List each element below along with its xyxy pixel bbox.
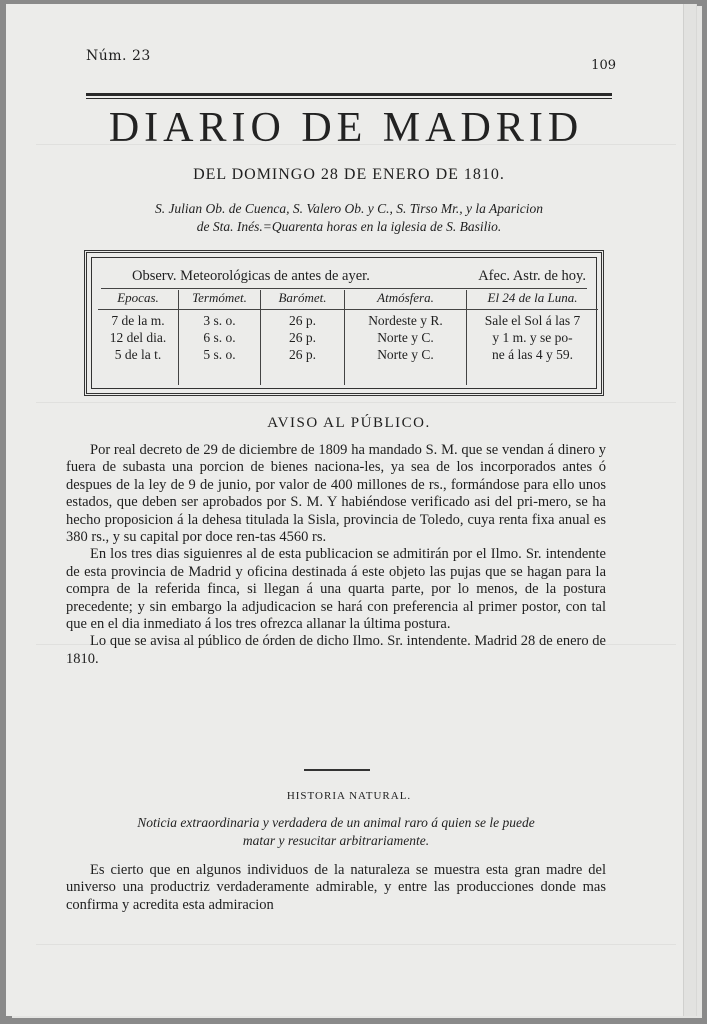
table-cell: 7 de la m. — [111, 313, 165, 328]
column-caption: Barómet. — [261, 290, 344, 310]
weather-columns — [98, 290, 590, 385]
masthead-title: DIARIO DE MADRID — [108, 105, 584, 151]
historia-body — [66, 862, 606, 914]
header-rule — [86, 93, 612, 99]
weather-table — [84, 250, 604, 396]
table-cell: Norte y C. — [377, 330, 434, 345]
table-cell: 12 del dia. — [109, 330, 167, 345]
column-caption: Termómet. — [179, 290, 260, 310]
page-edge — [683, 4, 696, 1016]
table-cell: Nordeste y R. — [368, 313, 443, 328]
table-cell: y 1 m. y se po- — [492, 330, 573, 345]
page-header — [86, 48, 616, 73]
table-cell: 5 de la t. — [114, 347, 162, 362]
aviso-paragraph: Por real decreto de 29 de diciembre de 1809 ha mandado S. M. que se vendan á dinero y fuera de subasta una porcion de bienes naciona-les, ya sea de los incorporados antes ó despues de la ley de 9 de junio, por valor de 400 millones de rs., formándose para ello unos estados, que deben ser aprobados por S. M. Y habiéndose verificado asi del pri-mero, se ha hecho proposicion á la dehesa titulada la Sisla, provincia de Toledo, cuya renta fixa anual es 380 rs., y su capital por doce ren-tas 4560 rs. — [66, 442, 606, 546]
dateline: DEL DOMINGO 28 DE ENERO DE 1810. — [193, 166, 505, 183]
weather-table-inner — [91, 257, 597, 389]
table-cell: Norte y C. — [377, 347, 434, 362]
column-caption: Atmósfera. — [345, 290, 466, 310]
epocas-column — [98, 290, 178, 385]
column-caption: Epocas. — [98, 290, 178, 310]
notice-line: matar y resucitar arbitrariamente. — [242, 833, 430, 848]
aviso-heading: AVISO AL PÚBLICO. — [267, 415, 431, 431]
historia-heading: HISTORIA NATURAL. — [286, 790, 412, 802]
historia-notice — [66, 814, 606, 850]
notice-line: Noticia extraordinaria y verdadera de un animal raro á quien se le puede — [137, 815, 535, 830]
column-caption: El 24 de la Luna. — [467, 290, 598, 310]
table-cell: 26 p. — [289, 330, 316, 345]
issue-number: Núm. 23 — [86, 48, 151, 64]
luna-column — [466, 290, 598, 385]
termometro-column — [178, 290, 260, 385]
saints-line: de Sta. Inés.=Quarenta horas en la iglesia de S. Basilio. — [196, 219, 502, 234]
aviso-body — [66, 442, 606, 668]
historia-paragraph: Es cierto que en algunos individuos de la naturaleza se muestra esta gran madre del universo una productriz verdaderamente admirable, y entre las producciones donde mas confirma y acredita esta admiracion — [66, 862, 606, 913]
aviso-paragraph: En los tres dias siguienres al de esta publicacion se admitirán por el Ilmo. Sr. intendente de esta provincia de Madrid y oficina destinada á este objeto las pujas que se hagan para la compra de la referida finca, si llegan á una quarta parte, por lo menos, de la postura precedente; y sin embargo la adjudicacion se hará con preferencia al primer postor, con tal que en el dia inmediato á los tres ofrezca allanar la última postura. — [66, 546, 606, 633]
saints-line: S. Julian Ob. de Cuenca, S. Valero Ob. y C., S. Tirso Mr., y la Aparicion — [154, 201, 544, 216]
table-cell: 26 p. — [289, 347, 316, 362]
table-cell: ne á las 4 y 59. — [492, 347, 573, 362]
aviso-paragraph: Lo que se avisa al público de órden de dicho Ilmo. Sr. intendente. Madrid 28 de enero de 1810. — [66, 633, 606, 667]
weather-divider — [101, 288, 587, 289]
section-rule — [304, 769, 370, 771]
atmosfera-column — [344, 290, 466, 385]
newspaper-page — [6, 4, 696, 1016]
table-cell: 3 s. o. — [203, 313, 236, 328]
barometro-column — [260, 290, 344, 385]
saints-of-the-day — [86, 200, 612, 236]
table-cell: Sale el Sol á las 7 — [484, 313, 581, 328]
folio-number: 109 — [591, 58, 616, 73]
table-cell: 26 p. — [289, 313, 316, 328]
astro-heading: Afec. Astr. de hoy. — [478, 268, 586, 284]
weather-heading: Observ. Meteorológicas de antes de ayer. — [132, 268, 370, 284]
table-cell: 6 s. o. — [203, 330, 236, 345]
table-cell: 5 s. o. — [203, 347, 236, 362]
